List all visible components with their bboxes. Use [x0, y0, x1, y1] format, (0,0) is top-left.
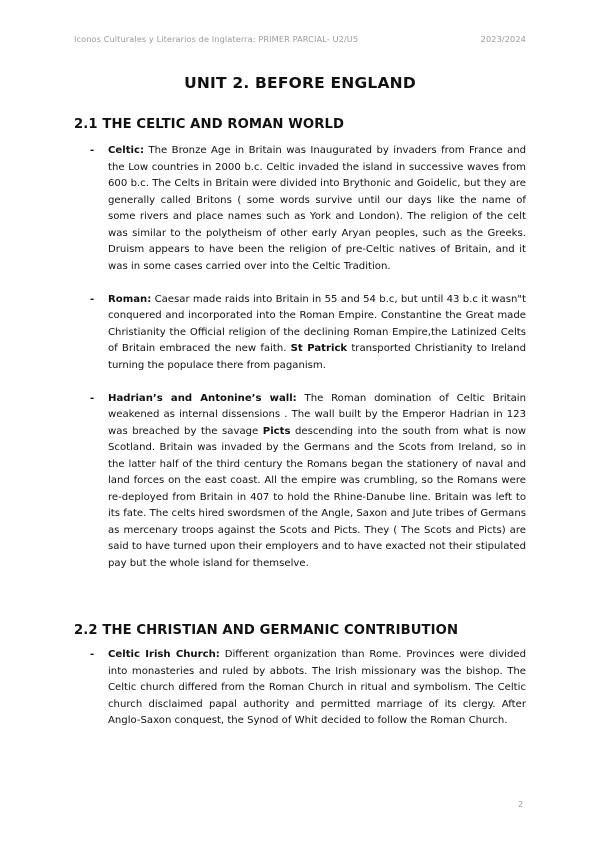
text-celtic: The Bronze Age in Britain was Inaugurated by invaders from France and the Low countries in 2000 b.c. Celtic invaded the island in successive waves from 600 b.c. The Celts in Britain were divided into Brythonic and Goidelic, but they are generally called Britons ( some words survive until our days like the name of some rivers and place names such as York and London). The religion of the celt was similar to the polytheism of other early Aryan peoples, such as the Greeks. Druism appears to have been the religion of pre-Celtic natives of Britain, and it was in some cases carried over into the Celtic Tradition.: [108, 145, 526, 272]
list-item-walls: [90, 391, 526, 573]
list-item-irish-church: [90, 647, 526, 730]
term-picts: Picts: [262, 425, 291, 437]
bullet-dash: -: [90, 145, 95, 156]
unit-title: UNIT 2. BEFORE ENGLAND: [184, 74, 416, 92]
page-number: 2: [518, 800, 524, 809]
bullet-dash: -: [90, 293, 95, 305]
section-heading-celtic-roman: 2.1 THE CELTIC AND ROMAN WORLD: [74, 117, 345, 132]
text-walls: The Roman domination of Celtic Britain weakened as internal dissensions . The wall built by the Emperor Hadrian in 123 was breached by the savage: [108, 392, 526, 437]
bullet-dash: -: [90, 392, 95, 404]
section-heading-christian-germanic: 2.2 THE CHRISTIAN AND GERMANIC CONTRIBUTION: [74, 623, 459, 638]
term-st-patrick: St Patrick: [290, 343, 348, 354]
term-walls: Hadrian’s and Antonine’s wall:: [108, 392, 297, 404]
list-item-celtic: [90, 143, 526, 275]
list-item-roman: [90, 292, 526, 375]
bullet-dash: -: [90, 649, 95, 660]
christian-germanic-list: [90, 647, 526, 746]
text-roman: Caesar made raids into Britain in 55 and 54 b.c, but until 43 b.c it wasn"t conquered and incorporated into the Roman Empire. Constantine the Great made Christianity the Official religion of the declining Roman Empire,the Latinized Celts of Britain embraced the new faith.: [108, 293, 526, 354]
term-irish-church: Celtic Irish Church:: [108, 649, 220, 660]
celtic-roman-list: [90, 143, 526, 589]
text-walls-cont: descending into the south from what is now Scotland. Britain was invaded by the Germans and the Scots from Ireland, so in the latter half of the third century the Romans began the stationery of naval and land forces on the east coast. All the empire was crumbling, so the Romans were re-deployed from Britain in 407 to hold the Rhine-Danube line. Britain was left to its fate. The celts hired swordsmen of the Angle, Saxon and Jute tribes of Germans as mercenary troops against the Scots and Picts. They ( The Scots and Picts) are said to have turned upon their employers and to have exacted not their stipulated pay but the whole island for themselve.: [108, 425, 527, 569]
text-roman-cont: transported Christianity to Ireland turning the populace there from paganism.: [108, 343, 526, 371]
term-roman: Roman:: [108, 293, 152, 305]
page-header: [74, 34, 526, 48]
header-academic-year: 2023/2024: [480, 34, 526, 44]
text-irish-church: Different organization than Rome. Provinces were divided into monasteries and ruled by abbots. The Irish missionary was the bishop. The Celtic church differed from the Roman Church in ritual and symbolism. The Celtic church disclaimed papal authority and permitted marriage of its clergy. After Anglo-Saxon conquest, the Synod of Whit decided to follow the Roman Church.: [108, 649, 526, 726]
header-course-title: Iconos Culturales y Literarios de Inglaterra: PRIMER PARCIAL- U2/U5: [74, 34, 359, 44]
term-celtic: Celtic:: [108, 145, 145, 156]
